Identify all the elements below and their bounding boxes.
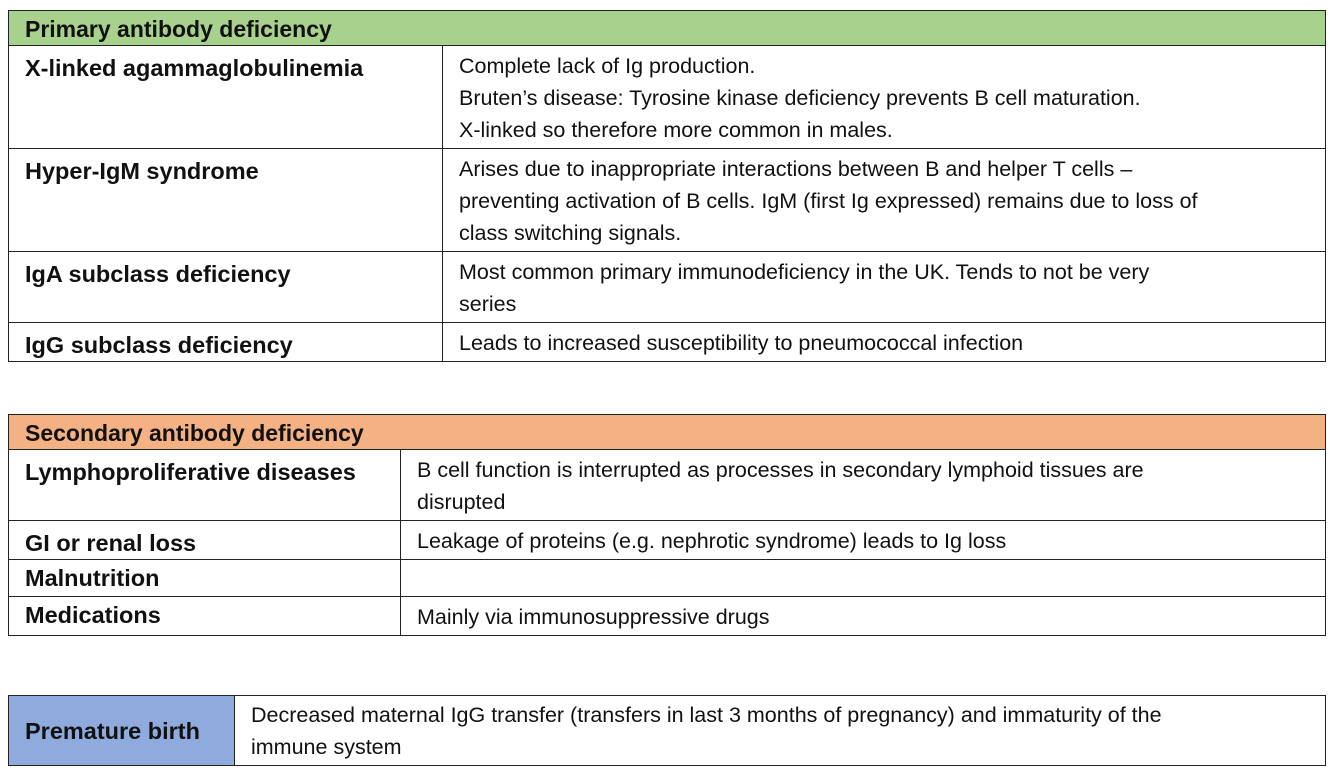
description-cell: [443, 252, 1326, 323]
description-line: Leads to increased susceptibility to pneumococcal infection: [459, 331, 1024, 355]
secondary-header: Secondary antibody deficiency: [9, 415, 1326, 450]
description-cell: [443, 323, 1326, 362]
description-cell: [443, 149, 1326, 252]
term-cell: IgA subclass deficiency: [9, 252, 443, 323]
term-cell: IgG subclass deficiency: [9, 323, 443, 362]
description-line: Most common primary immunodeficiency in the UK. Tends to not be very: [459, 260, 1150, 284]
primary-header: Primary antibody deficiency: [9, 11, 1326, 46]
table-row: [9, 323, 1326, 362]
table-row: [9, 149, 1326, 252]
description-line: B cell function is interrupted as processes in secondary lymphoid tissues are: [417, 458, 1144, 482]
description-line: X-linked so therefore more common in males.: [459, 118, 893, 142]
description-line: Leakage of proteins (e.g. nephrotic syndrome) leads to Ig loss: [417, 529, 1007, 553]
description-line: series: [459, 292, 517, 316]
description-cell: [401, 560, 1326, 597]
description-line: disrupted: [417, 490, 506, 514]
primary-deficiency-table: [8, 10, 1326, 362]
table-row: [9, 696, 1326, 766]
description-line: Bruten’s disease: Tyrosine kinase deficiency prevents B cell maturation.: [459, 86, 1141, 110]
description-line: class switching signals.: [459, 221, 682, 245]
description-cell: [443, 46, 1326, 149]
term-cell: X-linked agammaglobulinemia: [9, 46, 443, 149]
table-row: [9, 450, 1326, 521]
term-cell: GI or renal loss: [9, 521, 401, 560]
table-row: [9, 521, 1326, 560]
description-line: immune system: [251, 735, 402, 759]
term-cell: Hyper-IgM syndrome: [9, 149, 443, 252]
term-cell: Premature birth: [9, 696, 235, 766]
description-cell: [401, 450, 1326, 521]
premature-birth-table: [8, 695, 1326, 766]
description-line: Mainly via immunosuppressive drugs: [417, 605, 770, 629]
term-cell: Lymphoproliferative diseases: [9, 450, 401, 521]
description-cell: [401, 597, 1326, 636]
description-cell: [235, 696, 1326, 766]
description-line: Decreased maternal IgG transfer (transfers in last 3 months of pregnancy) and immaturity of the: [251, 703, 1162, 727]
table-row: [9, 560, 1326, 597]
term-cell: Medications: [9, 597, 401, 636]
table-header-row: [9, 415, 1326, 450]
description-line: Complete lack of Ig production.: [459, 54, 756, 78]
description-line: Arises due to inappropriate interactions between B and helper T cells –: [459, 157, 1133, 181]
description-line: preventing activation of B cells. IgM (first Ig expressed) remains due to loss of: [459, 189, 1198, 213]
secondary-deficiency-table: [8, 414, 1326, 636]
table-row: [9, 252, 1326, 323]
table-row: [9, 46, 1326, 149]
term-cell: Malnutrition: [9, 560, 401, 597]
table-header-row: [9, 11, 1326, 46]
description-cell: [401, 521, 1326, 560]
table-row: [9, 597, 1326, 636]
